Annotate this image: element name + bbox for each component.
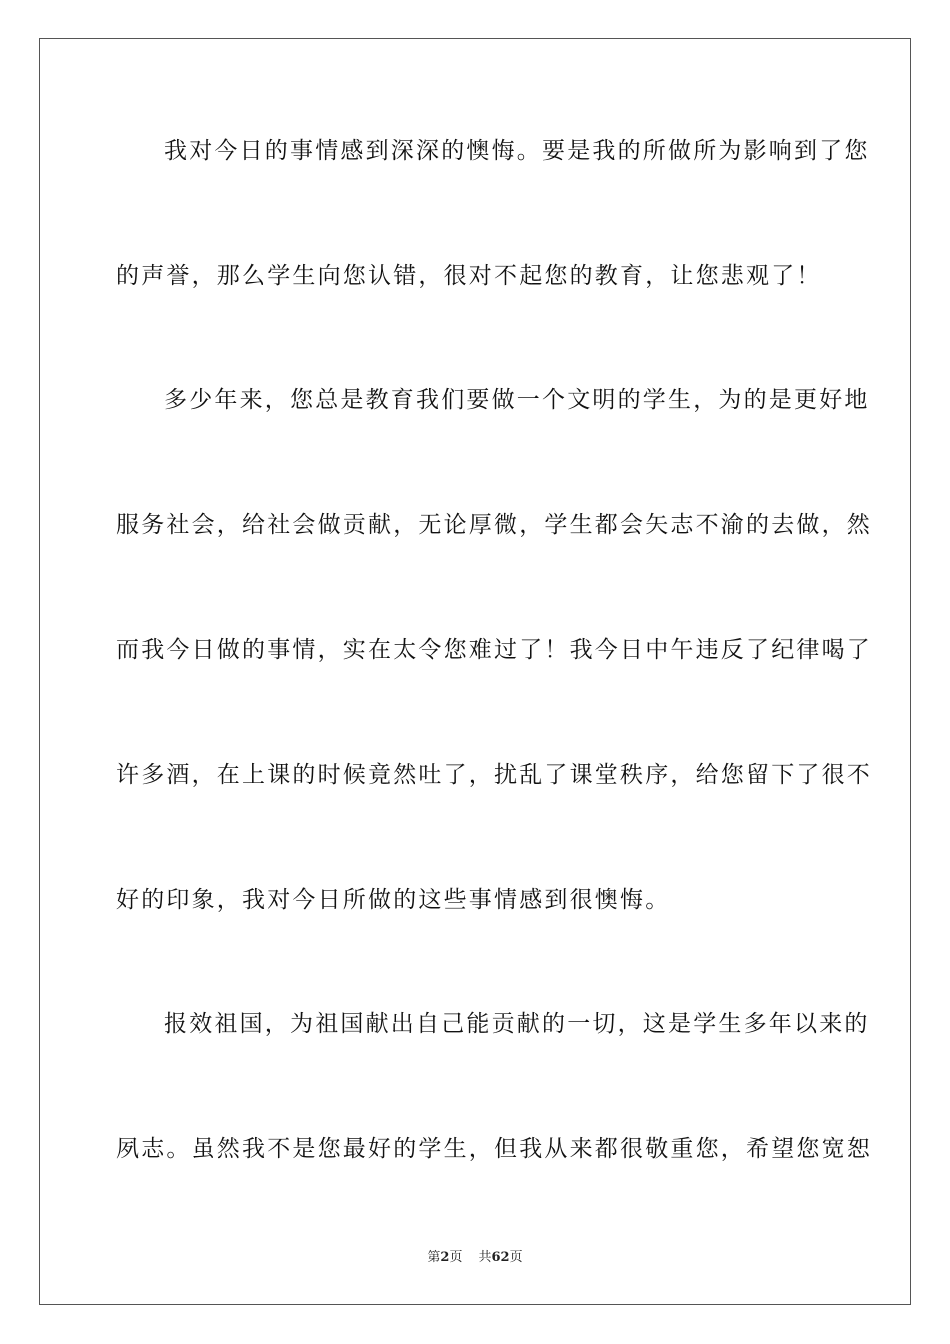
paragraph-1-line-2: 的声誉，那么学生向您认错，很对不起您的教育，让您悲观了！: [116, 263, 822, 289]
paragraph-3-line-2: 夙志。虽然我不是您最好的学生，但我从来都很敬重您，希望您宽恕: [116, 1136, 872, 1162]
page-border: [39, 38, 911, 1305]
footer-page-suffix: 页: [449, 1250, 463, 1265]
paragraph-1-line-1: 我对今日的事情感到深深的懊悔。要是我的所做所为影响到了您: [164, 138, 870, 164]
page-footer: [0, 1246, 950, 1265]
paragraph-2-line-2: 服务社会，给社会做贡献，无论厚微，学生都会矢志不渝的去做，然: [116, 512, 872, 538]
paragraph-2-line-3: 而我今日做的事情，实在太令您难过了！我今日中午违反了纪律喝了: [116, 637, 872, 663]
paragraph-2-line-5: 好的印象，我对今日所做的这些事情感到很懊悔。: [116, 887, 671, 913]
paragraph-3-line-1: 报效祖国，为祖国献出自己能贡献的一切，这是学生多年以来的: [164, 1011, 870, 1037]
paragraph-2-line-1: 多少年来，您总是教育我们要做一个文明的学生，为的是更好地: [164, 387, 870, 413]
paragraph-2-line-4: 许多酒，在上课的时候竟然吐了，扰乱了课堂秩序，给您留下了很不: [116, 762, 872, 788]
footer-total-prefix: 共: [478, 1250, 492, 1265]
footer-total-suffix: 页: [509, 1250, 523, 1265]
footer-page-prefix: 第: [427, 1250, 441, 1265]
footer-page-number: 2: [440, 1250, 450, 1265]
footer-total-pages: 62: [491, 1250, 510, 1265]
